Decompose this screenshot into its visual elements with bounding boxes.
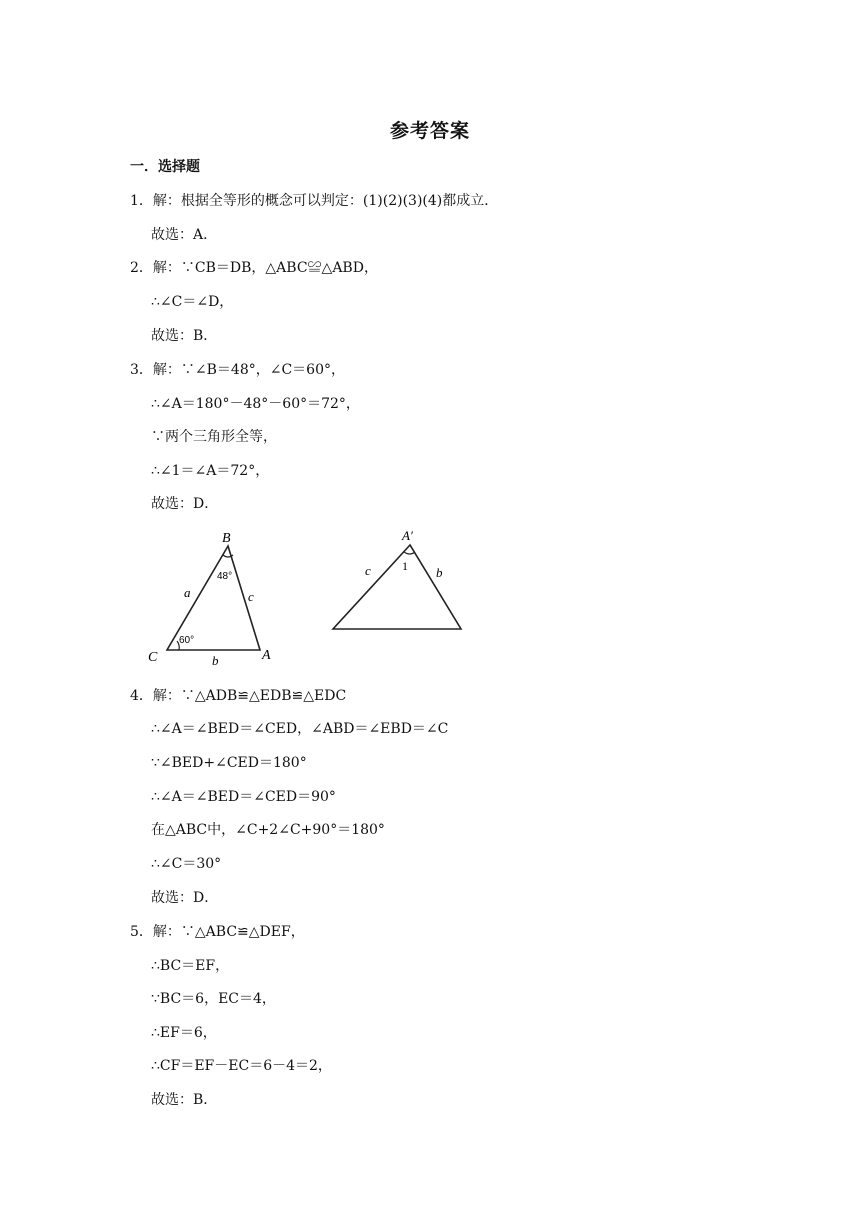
right-side-b-label: b (436, 565, 443, 580)
vertex-b-label: B (222, 531, 231, 546)
angle-1-arc (404, 552, 415, 554)
vertex-a-prime-label: A′ (402, 528, 413, 543)
answer-3-choice: 故选：D． (151, 496, 219, 512)
answer-5-line-3: ∵BC＝6，EC＝4， (151, 991, 276, 1007)
answer-4-line-6: ∴∠C＝30° (151, 856, 222, 872)
answer-2-line-1: 2．解：∵CB＝DB，△ABC≌△ABD， (130, 260, 378, 276)
answer-5-line-1: 5．解：∵△ABC≌△DEF， (130, 924, 305, 940)
answer-3-line-1: 3．解：∵∠B＝48°，∠C＝60°， (130, 362, 345, 378)
answer-4-line-2: ∴∠A＝∠BED＝∠CED，∠ABD＝∠EBD＝∠C (151, 721, 449, 737)
answer-4-choice: 故选：D． (151, 890, 219, 906)
answer-3-line-4: ∴∠1＝∠A＝72°， (151, 463, 270, 479)
side-b-label: b (212, 653, 219, 668)
angle-1-label: 1 (402, 559, 408, 573)
triangle-figure (140, 525, 490, 670)
angle-b-label: 48° (217, 571, 233, 582)
vertex-a-label: A (262, 648, 271, 663)
answer-2-choice: 故选：B． (151, 328, 218, 344)
answer-4-line-5: 在△ABC中，∠C+2∠C+90°＝180° (151, 822, 385, 838)
vertex-c-label: C (148, 650, 158, 665)
answer-3-line-3: ∵两个三角形全等， (151, 429, 277, 445)
side-c-label: c (248, 589, 254, 604)
answer-5-line-5: ∴CF＝EF－EC＝6－4＝2， (151, 1058, 332, 1074)
answer-4-line-1: 4．解：∵△ADB≌△EDB≌△EDC (130, 688, 347, 704)
answer-3-line-2: ∴∠A＝180°－48°－60°＝72°， (151, 396, 360, 412)
answer-1-line-1: 1．解：根据全等形的概念可以判定：(1)(2)(3)(4)都成立． (130, 193, 499, 209)
answer-1-choice: 故选：A． (151, 227, 218, 243)
right-side-c-label: c (365, 563, 371, 578)
section-heading: 一．选择题 (130, 159, 200, 175)
right-triangle (333, 545, 461, 629)
answer-4-line-3: ∵∠BED+∠CED＝180° (151, 755, 307, 771)
side-a-label: a (184, 585, 191, 600)
answer-5-choice: 故选：B． (151, 1092, 218, 1108)
answer-4-line-4: ∴∠A＝∠BED＝∠CED＝90° (151, 789, 336, 805)
answer-5-line-4: ∴EF＝6， (151, 1025, 217, 1041)
answer-5-line-2: ∴BC＝EF， (151, 958, 230, 974)
answer-2-line-2: ∴∠C＝∠D， (151, 294, 234, 310)
page-title: 参考答案 (389, 120, 470, 142)
angle-c-label: 60° (179, 635, 195, 646)
